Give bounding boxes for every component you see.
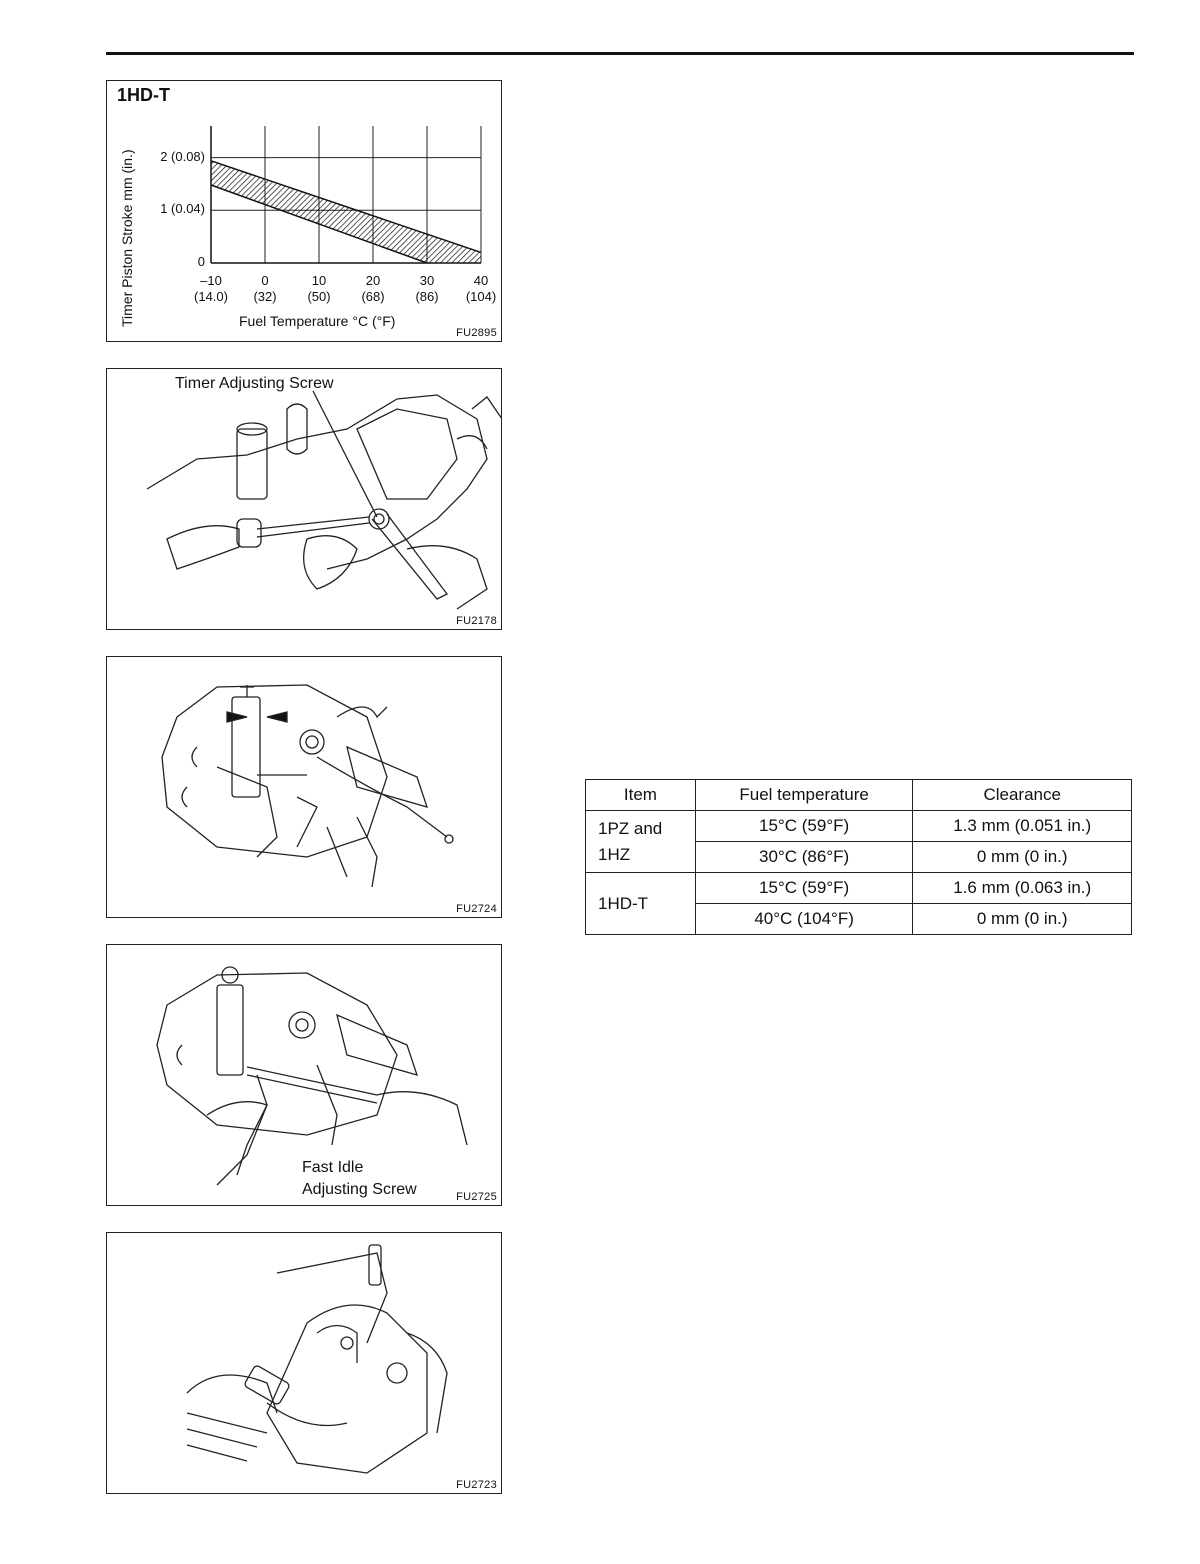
chart-title: 1HD-T (117, 85, 170, 105)
chart-series-upper (211, 161, 481, 253)
fast-idle-adjusting-screw-figure (106, 944, 502, 1206)
injection-pump-illustration (107, 369, 502, 630)
chart-x-tick-label-celsius: 40 (473, 273, 489, 288)
chart-x-tick-label-fahrenheit: (32) (253, 289, 277, 304)
timer-stroke-chart-figure (106, 80, 502, 342)
table-cell-temp: 15°C (59°F) (695, 811, 913, 842)
table-cell-temp: 40°C (104°F) (695, 904, 913, 935)
chart-x-tick-label-celsius: –10 (200, 273, 222, 288)
chart-x-tick-label-fahrenheit: (104) (465, 289, 497, 304)
table-header-clearance: Clearance (913, 780, 1132, 811)
table-cell-temp: 30°C (86°F) (695, 842, 913, 873)
table-cell-item: 1HD-T (586, 873, 696, 935)
figure-code: FU2725 (456, 1191, 497, 1203)
chart-x-tick-label-celsius: 0 (261, 273, 269, 288)
chart-x-axis-label: Fuel Temperature °C (°F) (239, 313, 396, 329)
header-rule (106, 52, 1134, 55)
chart-x-tick-label-fahrenheit: (86) (415, 289, 439, 304)
pump-connector-illustration (107, 1233, 502, 1494)
table-header-row (586, 780, 1132, 811)
table-row (586, 811, 1132, 842)
table-row (586, 873, 1132, 904)
timer-adjusting-screw-figure (106, 368, 502, 630)
chart-x-tick-label-celsius: 30 (419, 273, 435, 288)
figure-code: FU2178 (456, 615, 497, 627)
pump-lever-illustration (107, 657, 502, 918)
pump-lever-figure (106, 656, 502, 918)
chart-y-axis-label: Timer Piston Stroke mm (in.) (119, 149, 135, 327)
table-header-fuel-temperature: Fuel temperature (695, 780, 913, 811)
table-cell-clearance: 0 mm (0 in.) (913, 842, 1132, 873)
table-cell-temp: 15°C (59°F) (695, 873, 913, 904)
fast-idle-label-line2: Adjusting Screw (302, 1181, 417, 1198)
chart-x-tick-label-celsius: 10 (311, 273, 327, 288)
chart-y-tick-label: 1 (0.04) (160, 201, 205, 217)
table-cell-item: 1PZ and 1HZ (586, 811, 696, 873)
fast-idle-label-line1: Fast Idle (302, 1159, 364, 1176)
chart-x-tick-label-fahrenheit: (68) (361, 289, 385, 304)
chart-y-tick-label: 2 (0.08) (160, 148, 205, 164)
chart-x-tick-label-celsius: 20 (365, 273, 381, 288)
figure-code: FU2723 (456, 1479, 497, 1491)
table-cell-clearance: 0 mm (0 in.) (913, 904, 1132, 935)
chart-range-band (211, 161, 481, 263)
table-header-item: Item (586, 780, 696, 811)
clearance-spec-table (585, 779, 1132, 935)
table-cell-clearance: 1.6 mm (0.063 in.) (913, 873, 1132, 904)
timer-adjusting-screw-label: Timer Adjusting Screw (175, 375, 334, 392)
chart-y-tick-label: 0 (197, 254, 205, 269)
chart-x-tick-label-fahrenheit: (50) (307, 289, 331, 304)
table-cell-clearance: 1.3 mm (0.051 in.) (913, 811, 1132, 842)
figure-code: FU2724 (456, 903, 497, 915)
figure-code: FU2895 (456, 327, 497, 339)
chart-x-tick-label-fahrenheit: (14.0) (194, 289, 228, 304)
pump-connector-figure (106, 1232, 502, 1494)
